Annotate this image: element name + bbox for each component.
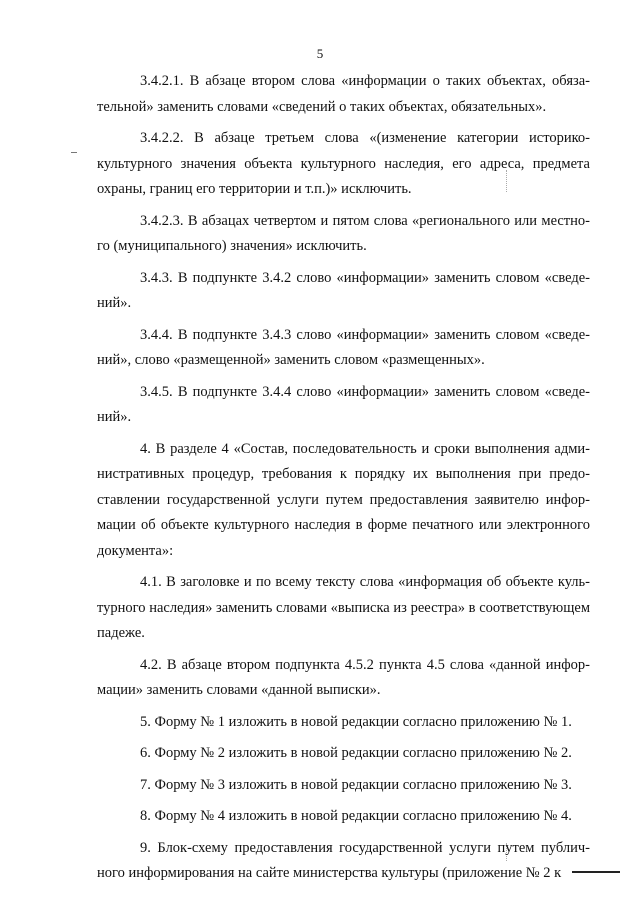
paragraph-3-4-2-3: 3.4.2.3. В абзацах четвертом и пятом слова «регионального или местного (муниципального) значения» исключить. xyxy=(97,212,590,254)
paragraph-9: 9. Блок-схему предоставления государственной услуги путем публичного информирования на сайте министерства культуры (приложение № 2 к xyxy=(97,839,590,881)
scan-mark xyxy=(71,152,77,153)
paragraph-8: 8. Форму № 4 изложить в новой редакции согласно приложению № 4. xyxy=(140,808,572,824)
paragraph-4-2: 4.2. В абзаце втором подпункта 4.5.2 пункта 4.5 слова «данной информации» заменить словами «данной выписки». xyxy=(97,656,590,698)
paragraph-5: 5. Форму № 1 изложить в новой редакции согласно приложению № 1. xyxy=(140,713,572,730)
paragraph-6: 6. Форму № 2 изложить в новой редакции согласно приложению № 2. xyxy=(140,745,572,761)
paragraph-4-1: 4.1. В заголовке и по всему тексту слова «информация об объекте культурного наследия» заменить словами «выписка из реестра» в соответствующем падеже. xyxy=(97,574,590,641)
paragraph-7: 7. Форму № 3 изложить в новой редакции согласно приложению № 3. xyxy=(140,776,572,793)
document-body xyxy=(97,69,590,893)
paragraph-3-4-3: 3.4.3. В подпункте 3.4.2 слово «информации» заменить словом «сведений». xyxy=(97,269,590,311)
page-number: 5 xyxy=(316,46,324,61)
paragraph-3-4-4: 3.4.4. В подпункте 3.4.3 слово «информации» заменить словом «сведений», слово «размещенной» заменить словом «размещенных». xyxy=(97,326,590,368)
paragraph-3-4-2-1: 3.4.2.1. В абзаце втором слова «информации о таких объектах, обязательной» заменить словами «сведений о таких объектах, обязательных». xyxy=(97,73,590,115)
footer-rule xyxy=(572,871,620,873)
paragraph-3-4-5: 3.4.5. В подпункте 3.4.4 слово «информации» заменить словом «сведений». xyxy=(97,383,590,425)
paragraph-3-4-2-2: 3.4.2.2. В абзаце третьем слова «(изменение категории историко-культурного значения объекта культурного наследия, его адреса, предмета охраны, границ его территории и т.п.)» исключить. xyxy=(97,130,590,197)
paragraph-4: 4. В разделе 4 «Состав, последовательность и сроки выполнения административных процедур, требования к порядку их выполнения при предоставлении государственной услуги путем предоставления заявителю информации об объекте культурного наследия в форме печатного или электронного документа»: xyxy=(97,440,590,559)
